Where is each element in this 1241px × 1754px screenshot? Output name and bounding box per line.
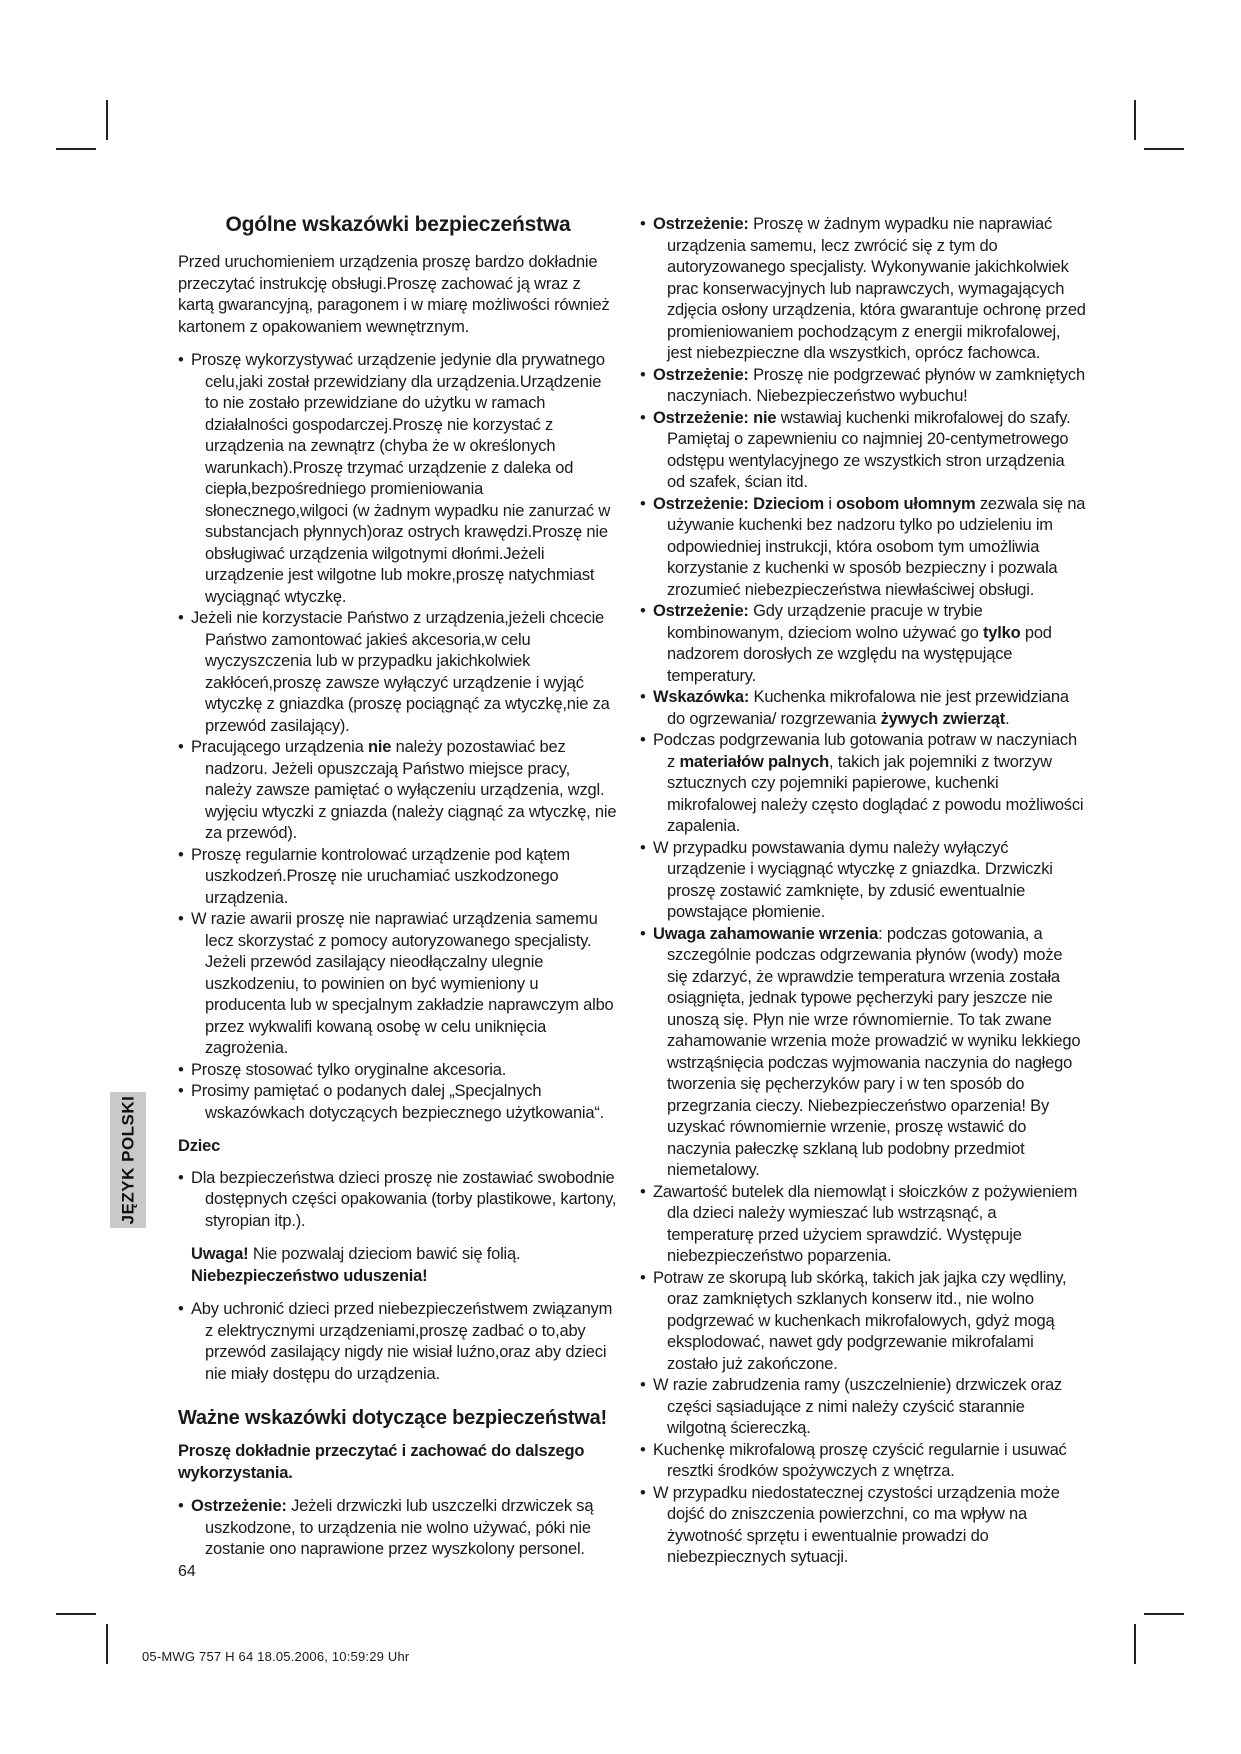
list-item: • Dla bezpieczeństwa dzieci proszę nie zostawiać swobodnie dostępnych części opakowania (torby plastikowe, kartony, styropian itp.). bbox=[178, 1168, 618, 1233]
list-item: • Aby uchronić dzieci przed niebezpieczeństwem związanym z elektrycznymi urządzeniami,proszę zadbać o to,aby przewód zasilający nigdy nie wisiał luźno,oraz aby dzieci nie miały dostępu do urządzenia. bbox=[178, 1299, 618, 1385]
right-column bbox=[640, 214, 1086, 1569]
list-item: • Proszę regularnie kontrolować urządzenie pod kątem uszkodzeń.Proszę nie uruchamiać uszkodzonego urządzenia. bbox=[178, 845, 618, 910]
crop-mark-bottom-left-v bbox=[106, 1624, 108, 1664]
list-item-warning: • Ostrzeżenie: nie wstawiaj kuchenki mikrofalowej do szafy. Pamiętaj o zapewnieniu co najmniej 20-centymetrowego odstępu wentylacyjnego ze wszystkich stron urządzenia od szafek, ścian itd. bbox=[640, 408, 1086, 494]
list-item-warning: • Ostrzeżenie: Gdy urządzenie pracuje w trybie kombinowanym, dzieciom wolno używać go tylko pod nadzorem dorosłych ze względu na występujące temperatury. bbox=[640, 601, 1086, 687]
crop-mark-bottom-left-h bbox=[56, 1613, 96, 1615]
crop-mark-bottom-right-h bbox=[1144, 1613, 1184, 1615]
list-item: • Proszę stosować tylko oryginalne akcesoria. bbox=[178, 1060, 618, 1082]
crop-mark-top-left-v bbox=[106, 100, 108, 140]
list-item: • W przypadku powstawania dymu należy wyłączyć urządzenie i wyciągnąć wtyczkę z gniazdka. Drzwiczki proszę zostawić zamknięte, by zdusić ewentualnie powstające płomienie. bbox=[640, 838, 1086, 924]
print-footer: 05-MWG 757 H 64 18.05.2006, 10:59:29 Uhr bbox=[142, 1649, 410, 1664]
list-item-warning: • Ostrzeżenie: Jeżeli drzwiczki lub uszczelki drzwiczek są uszkodzone, to urządzenia nie wolno używać, póki nie zostanie ono naprawione przez wyszkolony personel. bbox=[178, 1496, 618, 1561]
list-item: • W razie zabrudzenia ramy (uszczelnienie) drzwiczek oraz części sąsiadujące z nimi należy czyścić starannie wilgotną ściereczką. bbox=[640, 1375, 1086, 1440]
children-list bbox=[178, 1168, 618, 1233]
crop-mark-bottom-right-v bbox=[1134, 1624, 1136, 1664]
intro-paragraph: Przed uruchomieniem urządzenia proszę bardzo dokładnie przeczytać instrukcję obsługi.Proszę zachować ją wraz z kartą gwarancyjną, paragonem i w miarę możliwości również kartonem z opakowaniem wewnętrznym. bbox=[178, 253, 610, 336]
children-heading: Dziec bbox=[178, 1137, 221, 1155]
list-item: • W przypadku niedostatecznej czystości urządzenia może dojść do zniszczenia powierzchni, co ma wpływ na żywotność sprzętu i ewentualnie prowadzi do niebezpiecznych sytuacji. bbox=[640, 1483, 1086, 1569]
list-item: • Kuchenkę mikrofalową proszę czyścić regularnie i usuwać resztki środków spożywczych z wnętrza. bbox=[640, 1440, 1086, 1483]
list-item-boiling: • Uwaga zahamowanie wrzenia: podczas gotowania, a szczególnie podczas odgrzewania płynów (wody) może się zdarzyć, że wprawdzie temperatura wrzenia została osiągnięta, jednak typowe pęcherzyki pary jeszcze nie unoszą się. Płyn nie wrze równomiernie. To tak zwane zahamowanie wrzenia może prowadzić w wyniku lekkiego wstrząśnięcia podczas wyjmowania naczynia do nagłego tworzenia się pęcherzyków pary i w ten sposób do przegrzania cieczy. Niebezpieczeństwo oparzenia! By uzyskać równomiernie wrzenie, proszę wstawić do naczynia pałeczkę szklaną lub podobny przedmiot niemetalowy. bbox=[640, 924, 1086, 1182]
list-item-warning: • Ostrzeżenie: Proszę w żadnym wypadku nie naprawiać urządzenia samemu, lecz zwrócić się z tym do autoryzowanego specjalisty. Wykonywanie jakichkolwiek prac konserwacyjnych lub naprawczych, wymagających zdjęcia osłony urządzenia, która gwarantuje ochronę przed promieniowaniem pochodzącym z energii mikrofalowej, jest niebezpieczne dla wszystkich, oprócz fachowca. bbox=[640, 214, 1086, 365]
section-title-important-safety: Ważne wskazówki dotyczące bezpieczeństwa! bbox=[178, 1407, 607, 1429]
language-side-tab bbox=[110, 1092, 146, 1228]
suffocation-warning: Uwaga! Nie pozwalaj dzieciom bawić się folią. Niebezpieczeństwo uduszenia! bbox=[191, 1245, 521, 1285]
children-list-2 bbox=[178, 1299, 618, 1385]
list-item: • Potraw ze skorupą lub skórką, takich jak jajka czy wędliny, oraz zamkniętych szklanych konserw itd., nie wolno podgrzewać w kuchenkach mikrofalowych, gdyż mogą eksplodować, nawet gdy podgrzewanie mikrofalami zostało już zakończone. bbox=[640, 1268, 1086, 1376]
list-item: • Podczas podgrzewania lub gotowania potraw w naczyniach z materiałów palnych, takich jak pojemniki z tworzyw sztucznych czy pojemniki papierowe, kuchenki mikrofalowej należy często doglądać z powodu możliwości zapalenia. bbox=[640, 730, 1086, 838]
lead-paragraph: Proszę dokładnie przeczytać i zachować do dalszego wykorzystania. bbox=[178, 1442, 585, 1482]
list-item-warning: • Ostrzeżenie: Dzieciom i osobom ułomnym zezwala się na używanie kuchenki bez nadzoru tylko po udzieleniu im odpowiedniej instrukcji, która osobom tym umożliwia korzystanie z kuchenki w sposób bezpieczny i pozwala zrozumieć niebezpieczeństwa niewłaściwej obsługi. bbox=[640, 494, 1086, 602]
section-title-general-safety: Ogólne wskazówki bezpieczeństwa bbox=[225, 213, 571, 236]
page-number: 64 bbox=[178, 1563, 196, 1580]
crop-mark-top-left-h bbox=[56, 148, 96, 150]
list-item: • Zawartość butelek dla niemowląt i słoiczków z pożywieniem dla dzieci należy wymieszać lub wstrząsnąć, a temperaturę przed użyciem sprawdzić. Występuje niebezpieczeństwo poparzenia. bbox=[640, 1182, 1086, 1268]
list-item: • Jeżeli nie korzystacie Państwo z urządzenia,jeżeli chcecie Państwo zamontować jakieś akcesoria,w celu wyczyszczenia lub w przypadku jakichkolwiek zakłóceń,proszę zawsze wyłączyć urządzenie i wyjąć wtyczkę z gniazdka (proszę pociągnąć za wtyczkę,nie za przewód zasilający). bbox=[178, 608, 618, 737]
list-item: • Prosimy pamiętać o podanych dalej „Specjalnych wskazówkach dotyczących bezpiecznego użytkowania“. bbox=[178, 1081, 618, 1124]
list-item-note: • Wskazówka: Kuchenka mikrofalowa nie jest przewidziana do ogrzewania/ rozgrzewania żywych zwierząt. bbox=[640, 687, 1086, 730]
language-side-tab-label: JĘZYK POLSKI bbox=[118, 1095, 137, 1225]
list-item-warning: • Ostrzeżenie: Proszę nie podgrzewać płynów w zamkniętych naczyniach. Niebezpieczeństwo wybuchu! bbox=[640, 365, 1086, 408]
left-column bbox=[178, 212, 618, 1561]
important-list-left bbox=[178, 1496, 618, 1561]
crop-mark-top-right-v bbox=[1134, 100, 1136, 140]
general-safety-list bbox=[178, 350, 618, 1124]
list-item: • W razie awarii proszę nie naprawiać urządzenia samemu lecz skorzystać z pomocy autoryzowanego specjalisty. Jeżeli przewód zasilający nieodłączalny ulegnie uszkodzeniu, to powinien on być wymieniony u producenta lub w specjalnym zakładzie naprawczym albo przez wykwalifi kowaną osobę w celu uniknięcia zagrożenia. bbox=[178, 909, 618, 1060]
important-list-right bbox=[640, 214, 1086, 1569]
list-item: • Proszę wykorzystywać urządzenie jedynie dla prywatnego celu,jaki został przewidziany dla urządzenia.Urządzenie to nie zostało przewidziane do użytku w ramach działalności gospodarczej.Proszę nie korzystać z urządzenia na zewnątrz (chyba że w określonych warunkach).Proszę trzymać urządzenie z daleka od ciepła,bezpośredniego promieniowania słonecznego,wilgoci (w żadnym wypadku nie zanurzać w substancjach płynnych)oraz ostrych krawędzi.Proszę nie obsługiwać urządzenia wilgotnymi dłońmi.Jeżeli urządzenie jest wilgotne lub mokre,proszę natychmiast wyciągnąć wtyczkę. bbox=[178, 350, 618, 608]
list-item-unattended: • Pracującego urządzenia nie należy pozostawiać bez nadzoru. Jeżeli opuszczają Państwo miejsce pracy, należy zawsze pamiętać o wyłączeniu urządzenia, wzgl. wyjęciu wtyczki z gniazda (należy ciągnąć za wtyczkę, nie za przewód). bbox=[178, 737, 618, 845]
crop-mark-top-right-h bbox=[1144, 148, 1184, 150]
